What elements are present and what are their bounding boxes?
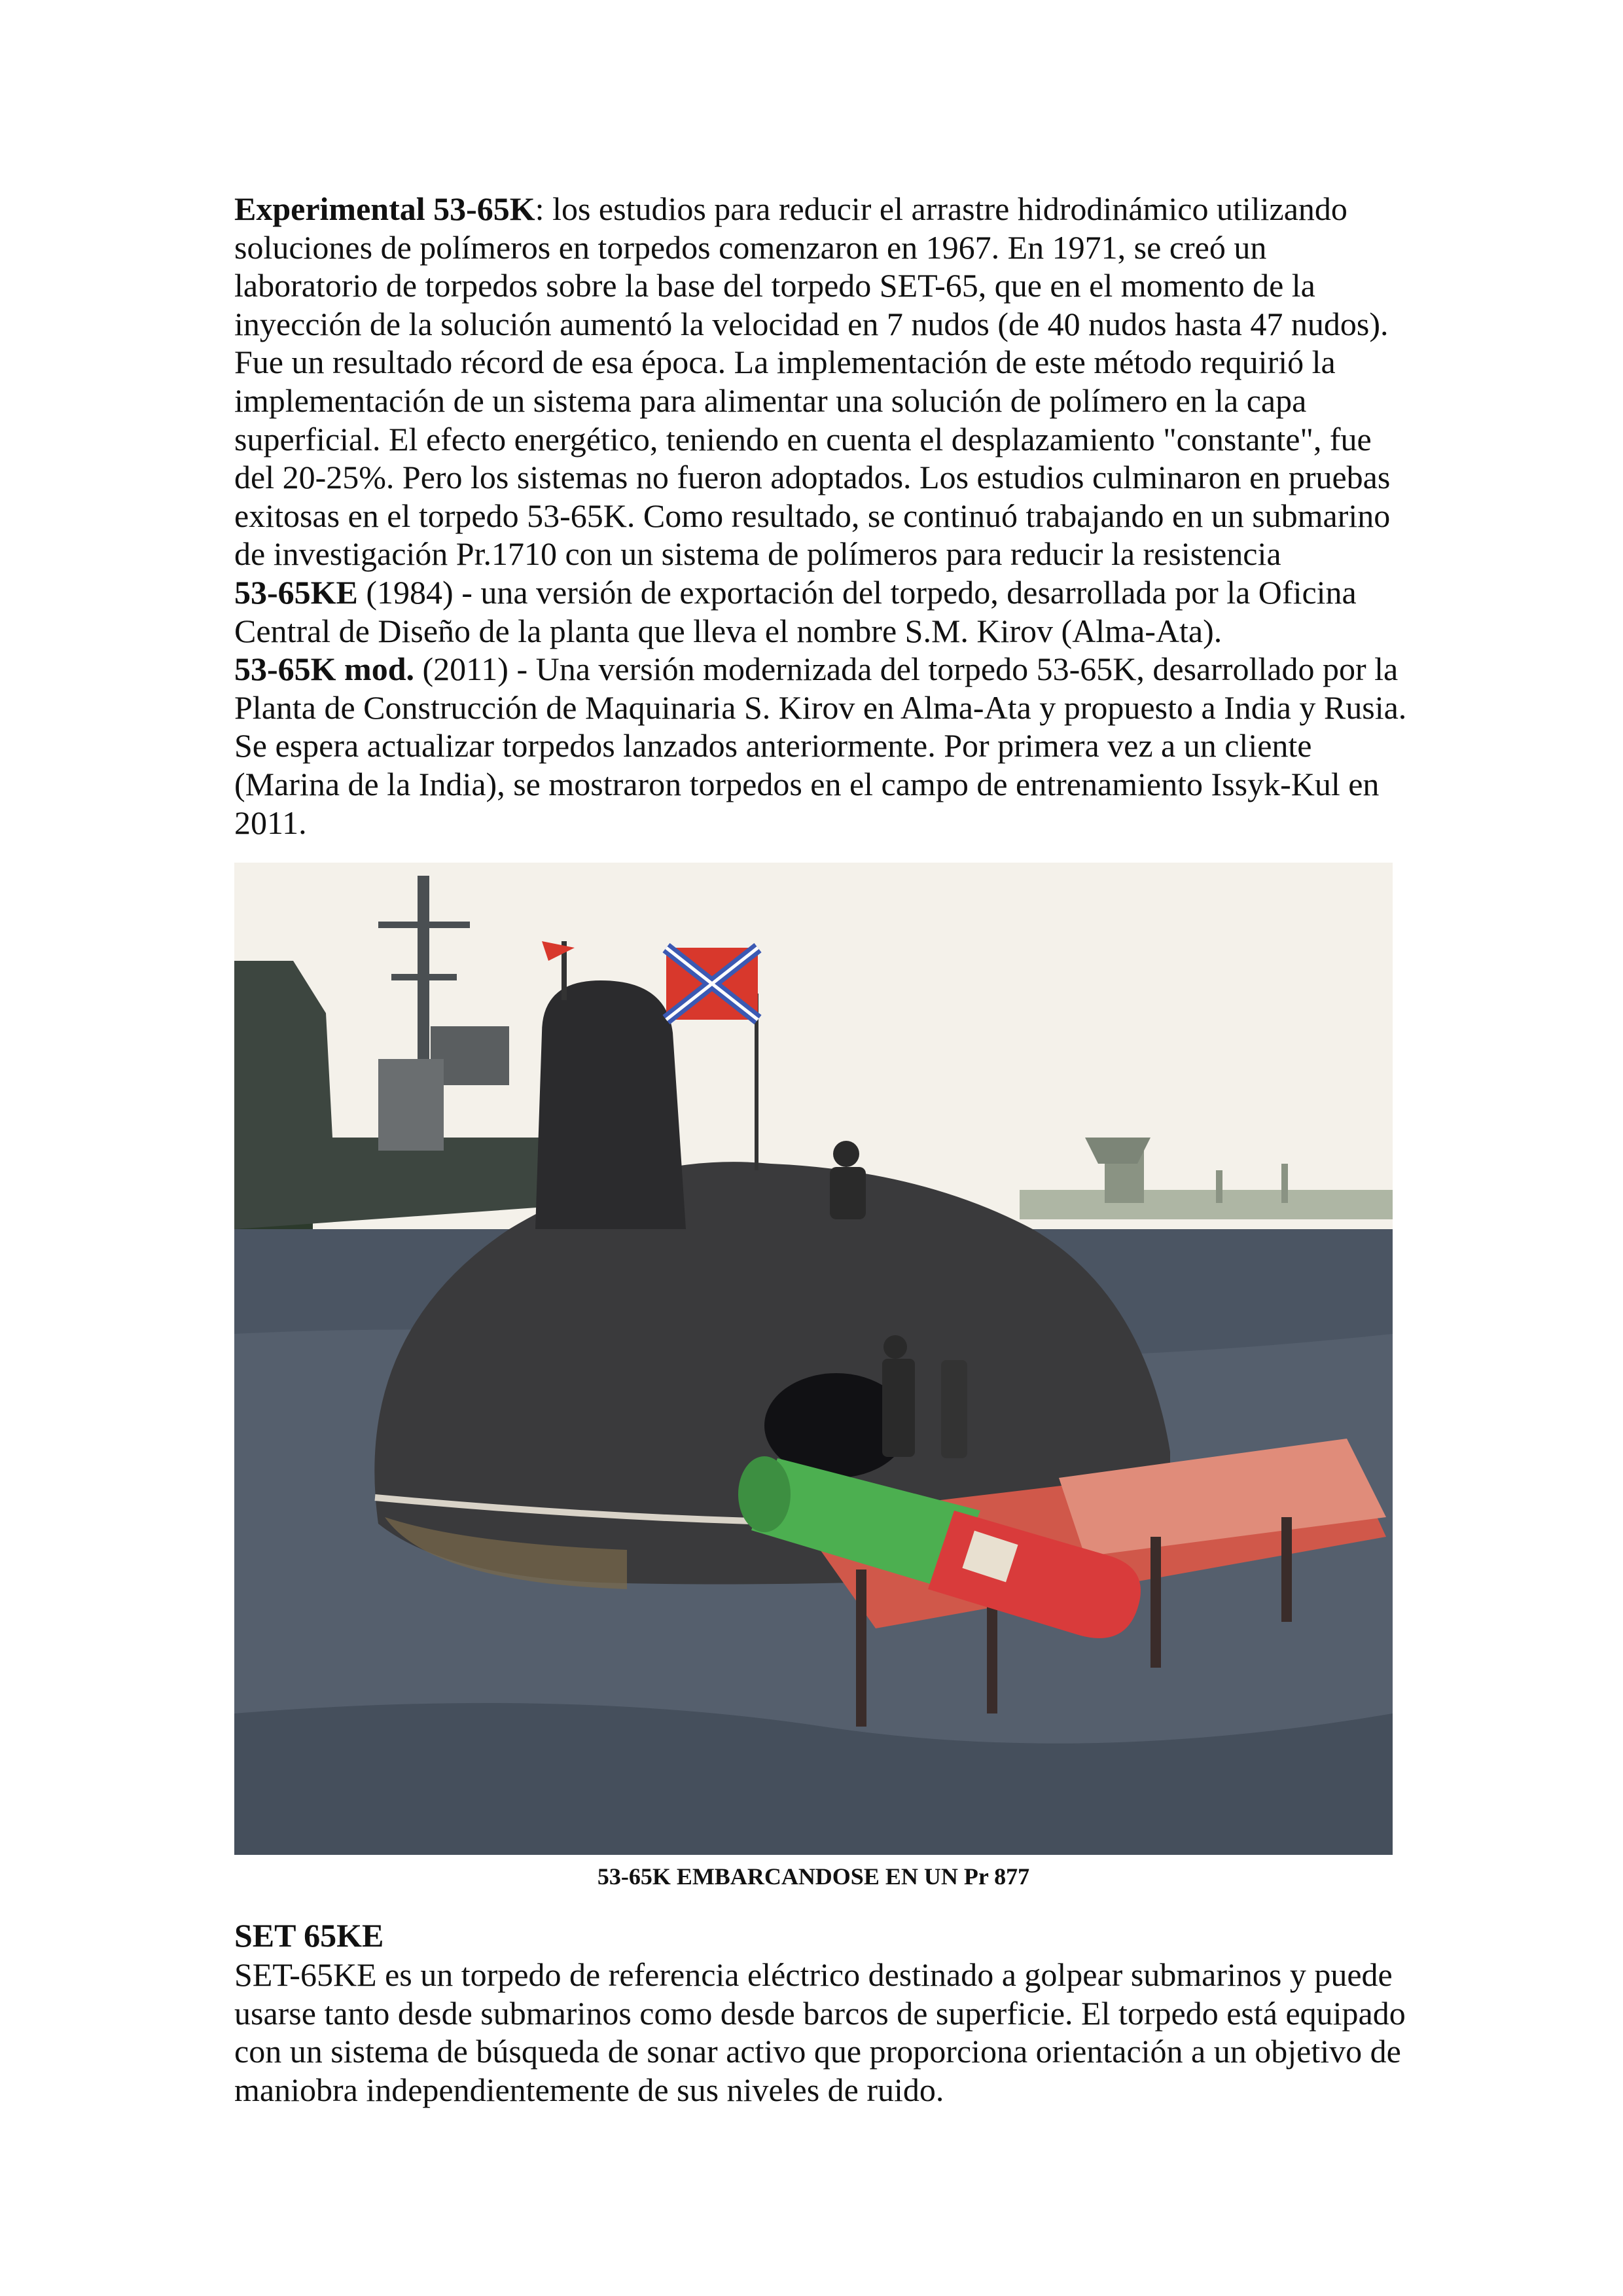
paragraph-53-65k-mod-heading: 53-65K mod. bbox=[234, 651, 414, 688]
paragraph-53-65k-mod bbox=[234, 650, 1412, 842]
submarine-torpedo-photo bbox=[234, 863, 1393, 1855]
paragraph-experimental-heading: Experimental 53-65K bbox=[234, 190, 535, 227]
paragraph-53-65ke-text: (1984) - una versión de exportación del torpedo, desarrollada por la Oficina Central de Diseño de la planta que lleva el nombre S.M. Kirov (Alma-Ata). bbox=[234, 573, 1357, 649]
section-title: SET 65KE bbox=[234, 1917, 384, 1954]
paragraph-53-65ke-heading: 53-65KE bbox=[234, 573, 358, 611]
section-body: SET-65KE es un torpedo de referencia eléctrico destinado a golpear submarinos y puede usarse tanto desde submarinos como desde barcos de superficie. El torpedo está equipado con un sistema de búsqueda de sonar activo que proporciona orientación a un objetivo de maniobra independientemente de sus niveles de ruido. bbox=[234, 1956, 1406, 2108]
intro-text-block bbox=[234, 190, 1412, 842]
paragraph-53-65k-mod-text: (2011) - Una versión modernizada del torpedo 53-65K, desarrollado por la Planta de Construcción de Maquinaria S. Kirov en Alma-Ata y propuesto a India y Rusia. Se espera actualizar torpedos lanzados anteriormente. Por primera vez a un cliente (Marina de la India), se mostraron torpedos en el campo de entrenamiento Issyk-Kul en 2011. bbox=[234, 651, 1407, 841]
paragraph-experimental-text: : los estudios para reducir el arrastre hidrodinámico utilizando soluciones de polímeros en torpedos comenzaron en 1967. En 1971, se creó un laboratorio de torpedos sobre la base del torpedo SET-65, que en el momento de la inyección de la solución aumentó la velocidad en 7 nudos (de 40 nudos hasta 47 nudos). Fue un resultado récord de esa época. La implementación de este método requirió la implementación de un sistema para alimentar una solución de polímero en la capa superficial. El efecto energético, teniendo en cuenta el desplazamiento "constante", fue del 20-25%. Pero los sistemas no fueron adoptados. Los estudios culminaron en pruebas exitosas en el torpedo 53-65K. Como resultado, se continuó trabajando en un submarino de investigación Pr.1710 con un sistema de polímeros para reducir la resistencia bbox=[234, 190, 1391, 573]
submarine-photo-illustration bbox=[234, 863, 1393, 1855]
paragraph-experimental bbox=[234, 190, 1412, 573]
figure-caption: 53-65K EMBARCANDOSE EN UN Pr 877 bbox=[597, 1863, 1030, 1890]
paragraph-53-65ke bbox=[234, 573, 1412, 650]
